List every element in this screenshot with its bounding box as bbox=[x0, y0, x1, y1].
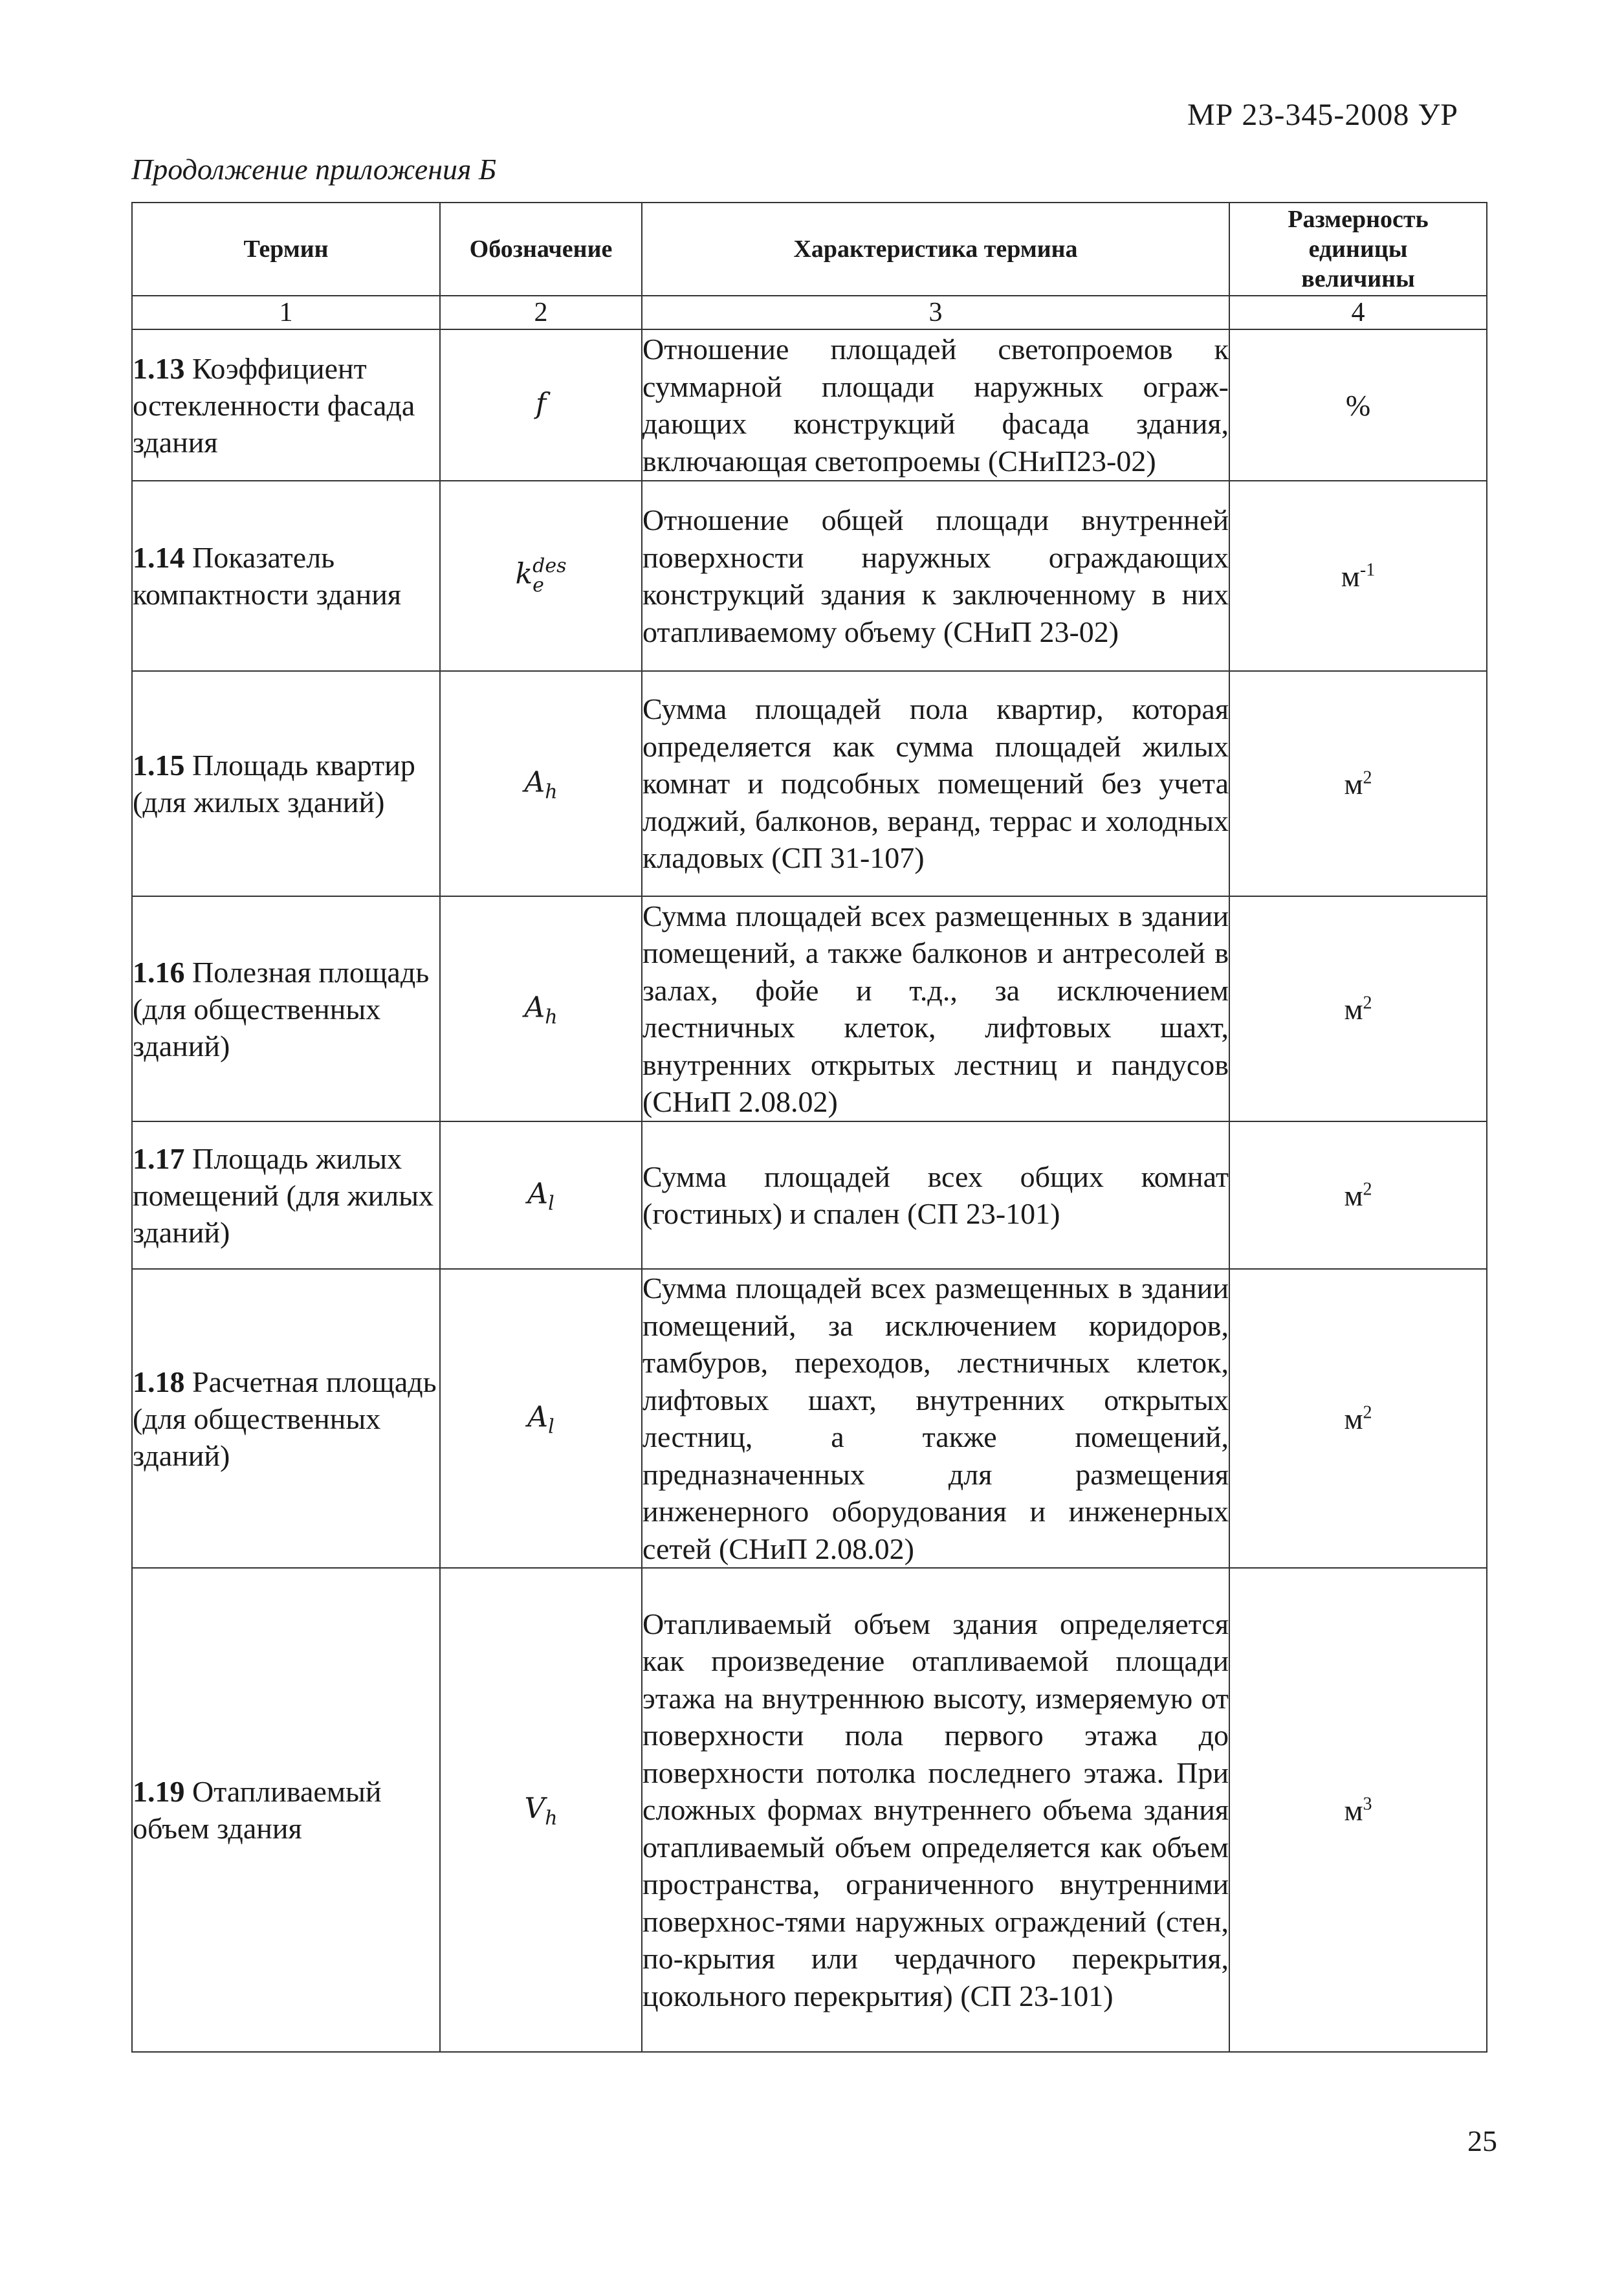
table-row bbox=[132, 481, 1487, 671]
term-name: Площадь квартир (для жилых зданий) bbox=[133, 749, 415, 819]
unit-cell bbox=[1229, 329, 1487, 481]
symbol-base: k bbox=[515, 557, 533, 591]
term-name: Отапливаемый объем здания bbox=[133, 1775, 382, 1845]
symbol-cell bbox=[440, 896, 642, 1121]
column-number: 4 bbox=[1229, 296, 1487, 329]
symbol-subscript: h bbox=[545, 780, 558, 804]
unit-base: м bbox=[1341, 559, 1360, 593]
unit-exponent: 3 bbox=[1363, 1794, 1372, 1814]
symbol-cell bbox=[440, 329, 642, 481]
term-number: 1.19 bbox=[133, 1775, 185, 1808]
term-cell bbox=[132, 671, 440, 896]
symbol-cell bbox=[440, 1121, 642, 1269]
term-name: Площадь жилых помещений (для жилых зданий) bbox=[133, 1141, 434, 1249]
term-cell bbox=[132, 1121, 440, 1269]
column-header-term: Термин bbox=[132, 203, 440, 296]
symbol-subscript: l bbox=[548, 1192, 554, 1215]
table-row bbox=[132, 896, 1487, 1121]
term-name: Показатель компактности здания bbox=[133, 541, 402, 611]
table-header-row bbox=[132, 203, 1487, 296]
column-number: 2 bbox=[440, 296, 642, 329]
description-cell: Отношение общей площади внутренней поверхности наружных ограждающих конструкций здания к заключенному в них отапливаемому объему (СНиП 23-02) bbox=[642, 481, 1229, 671]
unit-cell bbox=[1229, 481, 1487, 671]
terms-table bbox=[131, 202, 1487, 2053]
document-code: МР 23-345-2008 УР bbox=[1187, 98, 1458, 132]
description-cell: Отапливаемый объем здания определяется как произведение отапливаемой площади этажа на внутреннюю высоту, измеряемую от поверхности пола первого этажа до поверхности потолка последнего этажа. При сложных формах внутреннего объема здания отапливаемый объем определяется как объем пространства, ограниченного внутренними поверхнос-тями наружных ограждений (стен, по-крытия или чердачного перекрытия, цокольного перекрытия) (СП 23-101) bbox=[642, 1568, 1229, 2052]
unit-base: м bbox=[1344, 767, 1363, 800]
table-row bbox=[132, 671, 1487, 896]
term-name: Коэффициент остекленности фасада здания bbox=[133, 351, 415, 459]
column-header-description: Характеристика термина bbox=[642, 203, 1229, 296]
symbol-base: A bbox=[527, 1400, 549, 1434]
symbol-subscript: l bbox=[548, 1415, 554, 1438]
symbol-subscript: h bbox=[545, 1006, 558, 1029]
term-number: 1.18 bbox=[133, 1365, 185, 1398]
description-cell: Сумма площадей всех размещенных в здании помещений, за исключением коридоров, тамбуров, переходов, лестничных клеток, лифтовых шахт, внутренних открытых лестниц, а также помещений, предназначенных для размещения инженерного оборудования и инженерных сетей (СНиП 2.08.02) bbox=[642, 1269, 1229, 1568]
unit-exponent: 2 bbox=[1363, 993, 1372, 1013]
symbol-cell bbox=[440, 1269, 642, 1568]
column-number-row bbox=[132, 296, 1487, 329]
table-row bbox=[132, 1121, 1487, 1269]
term-cell bbox=[132, 329, 440, 481]
unit-base: м bbox=[1344, 1402, 1363, 1435]
symbol-base: A bbox=[524, 991, 545, 1024]
unit-exponent: 2 bbox=[1363, 1179, 1372, 1200]
unit-base: м bbox=[1344, 1178, 1363, 1212]
column-header-unit: Размерность единицы величины bbox=[1229, 203, 1487, 296]
description-cell: Отношение площадей светопроемов к суммарной площади наружных ограж-дающих конструкций фасада здания, включающая светопроемы (СНиП23-02) bbox=[642, 329, 1229, 481]
appendix-continuation-caption: Продолжение приложения Б bbox=[131, 153, 497, 186]
unit-exponent: 2 bbox=[1363, 767, 1372, 788]
page-number: 25 bbox=[1467, 2124, 1497, 2157]
term-number: 1.17 bbox=[133, 1141, 185, 1175]
unit-cell bbox=[1229, 1568, 1487, 2052]
term-number: 1.16 bbox=[133, 955, 185, 989]
unit-cell bbox=[1229, 1269, 1487, 1568]
term-cell bbox=[132, 1269, 440, 1568]
unit-base: % bbox=[1345, 388, 1371, 422]
symbol-cell bbox=[440, 1568, 642, 2052]
term-number: 1.13 bbox=[133, 351, 185, 385]
symbol-base: A bbox=[524, 766, 545, 799]
symbol-cell bbox=[440, 671, 642, 896]
symbol-superscript: des bbox=[532, 555, 567, 577]
term-number: 1.15 bbox=[133, 749, 185, 782]
symbol-subscript: e bbox=[532, 574, 544, 597]
column-number: 1 bbox=[132, 296, 440, 329]
unit-cell bbox=[1229, 896, 1487, 1121]
term-name: Расчетная площадь (для общественных зданий) bbox=[133, 1365, 437, 1472]
symbol-cell bbox=[440, 481, 642, 671]
term-name: Полезная площадь (для общественных зданий) bbox=[133, 955, 430, 1063]
symbol-base: V bbox=[524, 1792, 545, 1825]
term-cell bbox=[132, 896, 440, 1121]
symbol-subscript: h bbox=[545, 1807, 558, 1830]
unit-exponent: 2 bbox=[1363, 1402, 1372, 1423]
unit-cell bbox=[1229, 1121, 1487, 1269]
table-row bbox=[132, 1568, 1487, 2052]
unit-base: м bbox=[1344, 1793, 1363, 1827]
term-cell bbox=[132, 481, 440, 671]
unit-cell bbox=[1229, 671, 1487, 896]
description-cell: Сумма площадей всех общих комнат (гостиных) и спален (СП 23-101) bbox=[642, 1121, 1229, 1269]
symbol-base: f bbox=[535, 387, 547, 421]
column-number: 3 bbox=[642, 296, 1229, 329]
term-cell bbox=[132, 1568, 440, 2052]
unit-exponent: -1 bbox=[1359, 560, 1376, 580]
table-row bbox=[132, 1269, 1487, 1568]
term-number: 1.14 bbox=[133, 541, 185, 574]
symbol-base: A bbox=[527, 1177, 549, 1211]
unit-base: м bbox=[1344, 992, 1363, 1026]
table-row bbox=[132, 329, 1487, 481]
description-cell: Сумма площадей пола квартир, которая определяется как сумма площадей жилых комнат и подсобных помещений без учета лоджий, балконов, веранд, террас и холодных кладовых (СП 31-107) bbox=[642, 671, 1229, 896]
description-cell: Сумма площадей всех размещенных в здании помещений, а также балконов и антресолей в залах, фойе и т.д., за исключением лестничных клеток, лифтовых шахт, внутренних открытых лестниц и пандусов (СНиП 2.08.02) bbox=[642, 896, 1229, 1121]
column-header-symbol: Обозначение bbox=[440, 203, 642, 296]
